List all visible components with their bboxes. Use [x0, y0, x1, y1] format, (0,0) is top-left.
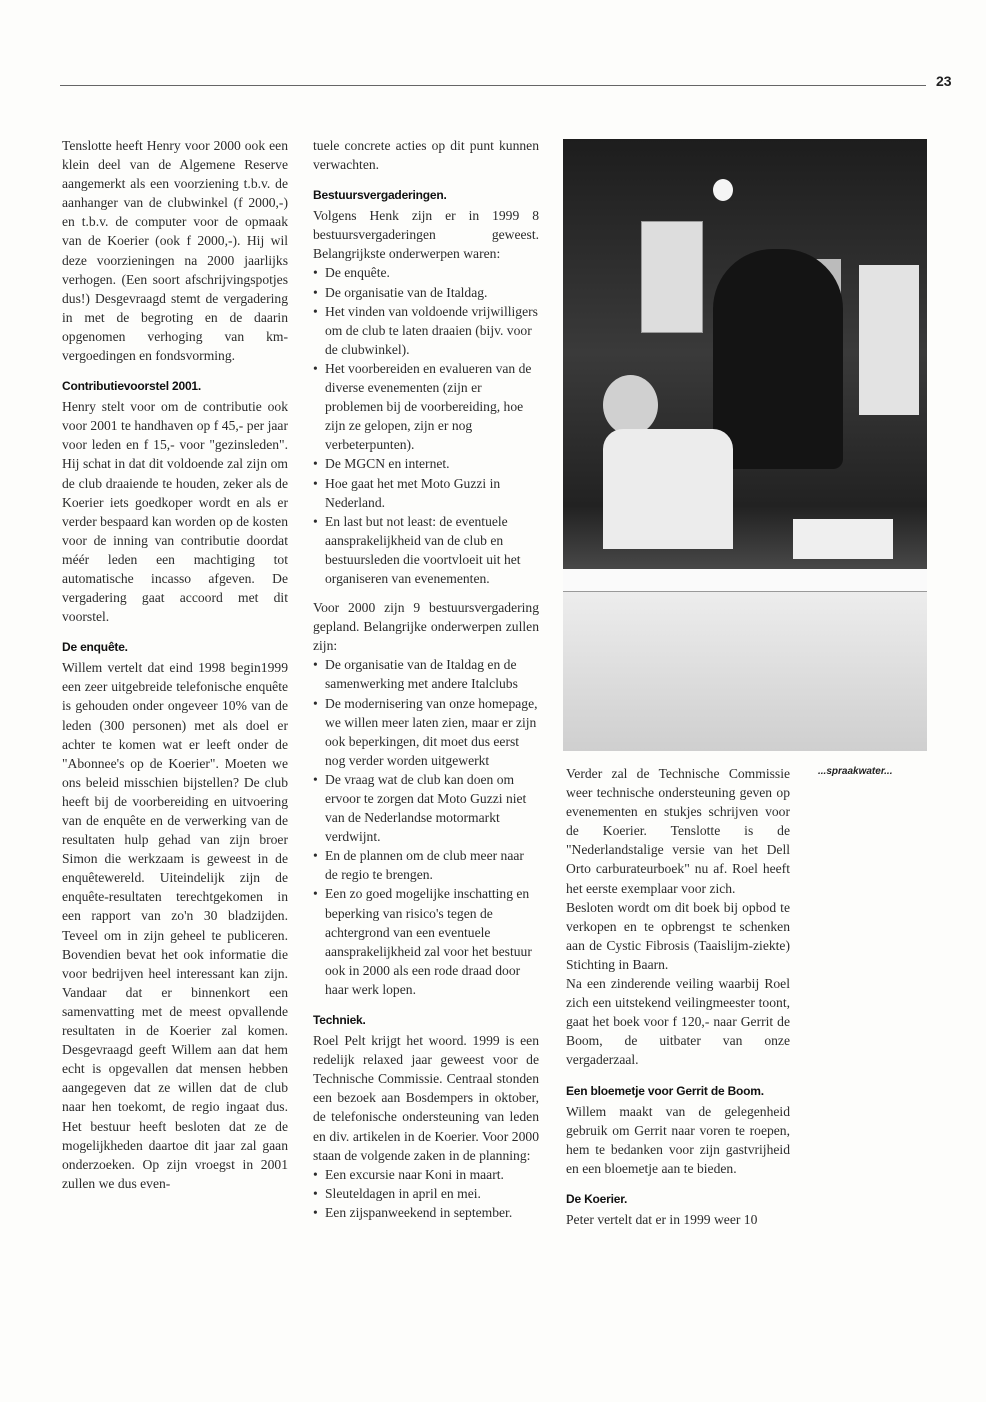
heading-koerier: De Koerier. [566, 1191, 628, 1206]
heading-enquete: De enquête. [62, 640, 128, 655]
column-2 [313, 136, 539, 1222]
standing-person-shape [713, 249, 843, 469]
meeting-photo [563, 139, 927, 751]
seated-person-head-shape [603, 375, 658, 435]
list-item: • En de plannen om de club meer naar de regio te brengen. [313, 846, 539, 884]
header-rule [60, 85, 926, 86]
paragraph-koerier: Peter vertelt dat er in 1999 weer 10 [566, 1211, 758, 1227]
heading-techniek: Techniek. [313, 1013, 366, 1028]
table-shape [563, 569, 927, 751]
paragraph-bestuur-intro: Volgens Henk zijn er in 1999 8 bestuursvergaderingen geweest. Belangrijkste onderwerpen waren: [313, 208, 539, 262]
list-planning [313, 1165, 539, 1222]
list-onderwerpen-1999 [313, 263, 539, 588]
list-item: • Sleuteldagen in april en mei. [313, 1184, 539, 1203]
page-number: 23 [936, 73, 952, 89]
list-item: • Het voorbereiden en evalueren van de diverse evenementen (zijn er problemen bij de voorbereiding, hoe zijn ze gelopen, zijn er nog verbeterpunten). [313, 359, 539, 454]
book-shape [793, 519, 893, 559]
heading-bloemetje: Een bloemetje voor Gerrit de Boom. [566, 1083, 764, 1098]
paragraph-bloemetje: Willem maakt van de gelegenheid gebruik om Gerrit naar voren te roepen, hem te bedanken voor zijn gastvrijheid en een bloemetje aan te bieden. [566, 1103, 790, 1176]
list-item: • Een zijspanweekend in september. [313, 1203, 539, 1222]
list-item: • En last but not least: de eventuele aansprakelijkheid van de club en bestuursleden die voortvloeit uit het organiseren van evenementen. [313, 512, 539, 588]
list-item: • Het vinden van voldoende vrijwilligers om de club te laten draaien (bijv. voor de clubwinkel). [313, 302, 539, 359]
photo-caption: ...spraakwater... [818, 766, 893, 777]
paragraph-enquete: Willem vertelt dat eind 1998 begin1999 een zeer uitgebreide telefonische enquête is gehouden onder ongeveer 10% van de leden (300 personen) met als doel er achter te komen wat er leeft onder de "Abonnee's op de Koerier". Moeten we ons beleid misschien bijstellen? De club heeft bij de voorbereiding en uitvoering van de enquête en de verwerking van de resultaten hulp gehad van zijn broer Simon die werkzaam is geweest in de enquêtewereld. Uiteindelijk zijn de enquête-resultaten terechtgekomen in een rapport van zo'n 30 bladzijden. Teveel om in zijn geheel te publiceren. Bovendien bevat het ook informatie die voor bedrijven heel interessant kan zijn. Vandaar dat er binnenkort een samenvatting met de meest opvallende resultaten in de Koerier zal komen. Desgevraagd geeft Willem aan dat hem echt is opgevallen dat mensen hebben aangegeven dat ze willen dat de club naar hen toekomt, de regio ingaat dus. Het bestuur heeft besloten dat ze de mogelijkheden daartoe dit jaar zal gaan onderzoeken. Op zijn vroegst in 2001 zullen we dus even- [62, 660, 288, 1191]
list-item: • De enquête. [313, 263, 539, 282]
list-item: • Een zo goed mogelijke inschatting en beperking van risico's tegen de achtergrond van een eventuele aansprakelijkheid zal voor het bestuur ook in 2000 als een rode draad door haar werk lopen. [313, 884, 539, 999]
paragraph-besloten: Besloten wordt om dit boek bij opbod te verkopen en te opbrengst te schenken aan de Cystic Fibrosis (Taaislijm-ziekte) Stichting in Baarn. [566, 899, 790, 972]
paragraph-plan-2000: Voor 2000 zijn 9 bestuursvergadering gepland. Belangrijke onderwerpen zullen zijn: [313, 600, 539, 654]
list-item: • De vraag wat de club kan doen om ervoor te zorgen dat Moto Guzzi niet van de Nederlandse motormarkt verdwijnt. [313, 770, 539, 846]
column-3 [566, 764, 790, 1229]
list-item: • Een excursie naar Koni in maart. [313, 1165, 539, 1184]
paragraph-technische-commissie: Verder zal de Technische Commissie weer technische ondersteuning geven op evenementen en stukjes schrijven voor de Koerier. Tenslotte is de "Nederlandstalige versie van het Dell Orto carburateurboek" nu af. Roel heeft het eerste exemplaar voor zich. [566, 766, 790, 896]
heading-contributie: Contributievoorstel 2001. [62, 379, 202, 394]
list-item: • De organisatie van de Italdag en de samenwerking met andere Italclubs [313, 655, 539, 693]
paragraph-techniek: Roel Pelt krijgt het woord. 1999 is een redelijk relaxed jaar geweest voor de Technische Commissie. Centraal stonden een bezoek aan Bosdempers in oktober, de telefonische ondersteuning van leden en div. artikelen in de Koerier. Voor 2000 staan de volgende zaken in de planning: [313, 1033, 539, 1163]
paragraph-contributie: Henry stelt voor om de contributie ook voor 2001 te handhaven op f 45,- per jaar voor leden en f 15,- voor "gezinsleden". Hij schat in dat dit voldoende zal zijn om de club draaiende te houden, zeker als de Koerier iets goedkoper wordt en als er verder bespaard kan worden op de kosten voor de inning van contributie doordat méér leden een machtiging tot automatische incasso afgeven. De vergadering gaat accoord met dit voorstel. [62, 399, 288, 625]
poster-shape [641, 221, 703, 333]
paragraph-veiling: Na een zinderende veiling waarbij Roel zich een uitstekend veilingmeester toont, gaat het boek voor f 120,- naar Gerrit de Boom, de uitbater van onze vergaderzaal. [566, 976, 790, 1068]
lamp-shape [713, 179, 733, 201]
list-item: • De organisatie van de Italdag. [313, 283, 539, 302]
poster-shape [859, 265, 919, 415]
list-item: • De modernisering van onze homepage, we willen meer laten zien, maar er zijn ook beperkingen, dit moet dus eerst nog verder worden uitgewerkt [313, 694, 539, 770]
list-item: • De MGCN en internet. [313, 454, 539, 473]
seated-person-shirt-shape [603, 429, 733, 549]
list-onderwerpen-2000 [313, 655, 539, 999]
heading-bestuur: Bestuursvergaderingen. [313, 188, 447, 203]
tablecloth-shape [563, 569, 927, 592]
list-item: • Hoe gaat het met Moto Guzzi in Nederland. [313, 474, 539, 512]
paragraph-continuation: tuele concrete acties op dit punt kunnen verwachten. [313, 138, 539, 173]
paragraph-reserve: Tenslotte heeft Henry voor 2000 ook een klein deel van de Algemene Reserve aangemerkt als een voorziening t.b.v. de aanhanger van de clubwinkel (f 2000,-) en t.b.v. de computer voor de opmaak van de Koerier (ook f 2000,-). Hij wil deze voorzieningen na 2000 jaarlijks verhogen. (Een soort afschrijvingspotjes dus!) Desgevraagd stemt de vergadering in met de begroting en de daarin opgenomen verhoging van km-vergoedingen en fondsvorming. [62, 138, 288, 364]
column-1 [62, 136, 288, 1193]
